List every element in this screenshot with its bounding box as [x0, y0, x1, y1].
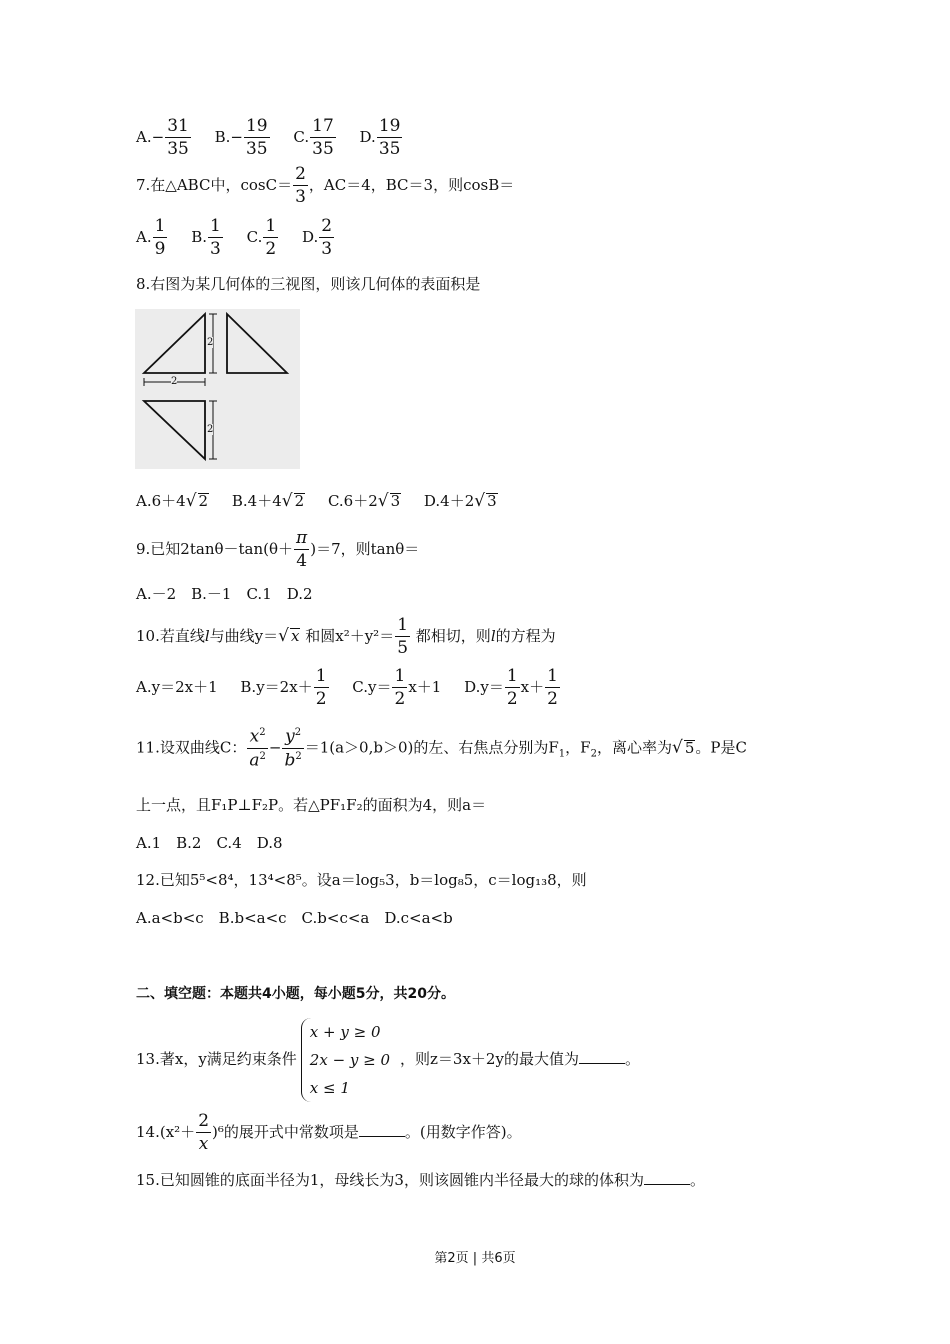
- q8-stem: 8.右图为某几何体的三视图，则该几何体的表面积是: [136, 275, 481, 293]
- three-view-figure: [135, 309, 300, 469]
- q11-options: A.1 B.2 C.4 D.8: [136, 834, 283, 852]
- q6-option-c: C. $\frac{17}{35}$: [293, 116, 334, 159]
- q11-line2: 上一点，且F₁P⊥F₂P。若△PF₁F₂的面积为4，则a＝: [136, 796, 487, 814]
- constraint-system: x + y ≥ 0 2x − y ≥ 0 x ≤ 1: [301, 1018, 396, 1102]
- q6-options: [136, 118, 421, 158]
- q11-stem: 11.设双曲线C： $\frac{x^2}{a^2}$ − $\frac{y^2}{b^2}$ ＝1(a＞0,b＞0)的左、右焦点分别为$F_1$，$F_2$，离心率为√ 5。P是C: [136, 726, 747, 771]
- q12-options: A.a<b<c B.b<a<c C.b<c<a D.c<a<b: [136, 909, 453, 927]
- section-2-heading: 二、填空题：本题共4小题，每小题5分，共20分。: [136, 986, 455, 1002]
- q9-options: A.－2 B.－1 C.1 D.2: [136, 585, 313, 603]
- q10-stem: 10.若直线l与曲线y＝√ x 和圆x²＋y²＝ $\frac{1}{5}$ 都相切，则l的方程为: [136, 615, 556, 658]
- q15-answer-blank: [644, 1184, 690, 1185]
- q6-option-b: B.− $\frac{19}{35}$: [214, 116, 268, 159]
- q6-option-d: D. $\frac{19}{35}$: [359, 116, 401, 159]
- q13-stem: 13.著x，y满足约束条件 x + y ≥ 0 2x − y ≥ 0 x ≤ 1 ，则z＝3x＋2y的最大值为 。: [136, 1018, 640, 1102]
- q9-stem: 9.已知2tanθ－tan(θ＋ $\frac{\pi}{4}$ )＝7，则tanθ＝: [136, 528, 420, 571]
- q15-stem: 15.已知圆锥的底面半径为1，母线长为3，则该圆锥内半径最大的球的体积为 。: [136, 1171, 705, 1189]
- q7-stem: 7.在△ABC中，cosC＝ $\frac{2}{3}$ ，AC＝4，BC＝3，则cosB＝: [136, 164, 515, 207]
- q13-answer-blank: [579, 1063, 625, 1064]
- q10-options: A.y＝2x＋1 B.y＝2x＋ $\frac{1}{2}$ C.y＝ $\frac{1}{2}$ x＋1 D.y＝ $\frac{1}{2}$ x＋ $\frac{1}{2}$: [136, 666, 558, 709]
- q14-stem: 14.(x²＋ $\frac{2}{x}$ )⁶的展开式中常数项是 。(用数字作答)。: [136, 1111, 522, 1154]
- three-view-diagram: [135, 309, 300, 469]
- q6-option-a: A.− $\frac{31}{35}$: [136, 116, 189, 159]
- q14-answer-blank: [359, 1136, 405, 1137]
- page-footer: 第2页 | 共6页: [434, 1251, 516, 1266]
- dim-label-width: 2: [171, 376, 178, 387]
- q7-options: A. $\frac{1}{9}$ B. $\frac{1}{3}$ C. $\frac{1}{2}$ D. $\frac{2}{3}$: [136, 216, 333, 259]
- q12-stem: 12.已知5⁵<8⁴，13⁴<8⁵。设a＝log₅3，b＝log₈5，c＝log₁₃8，则: [136, 871, 587, 889]
- dim-label-top: 2: [207, 424, 214, 435]
- q8-options: A.6＋4√ 2 B.4＋4√ 2 C.6＋2√ 3 D.4＋2√ 3: [136, 491, 497, 511]
- dim-label-front: 2: [207, 337, 214, 348]
